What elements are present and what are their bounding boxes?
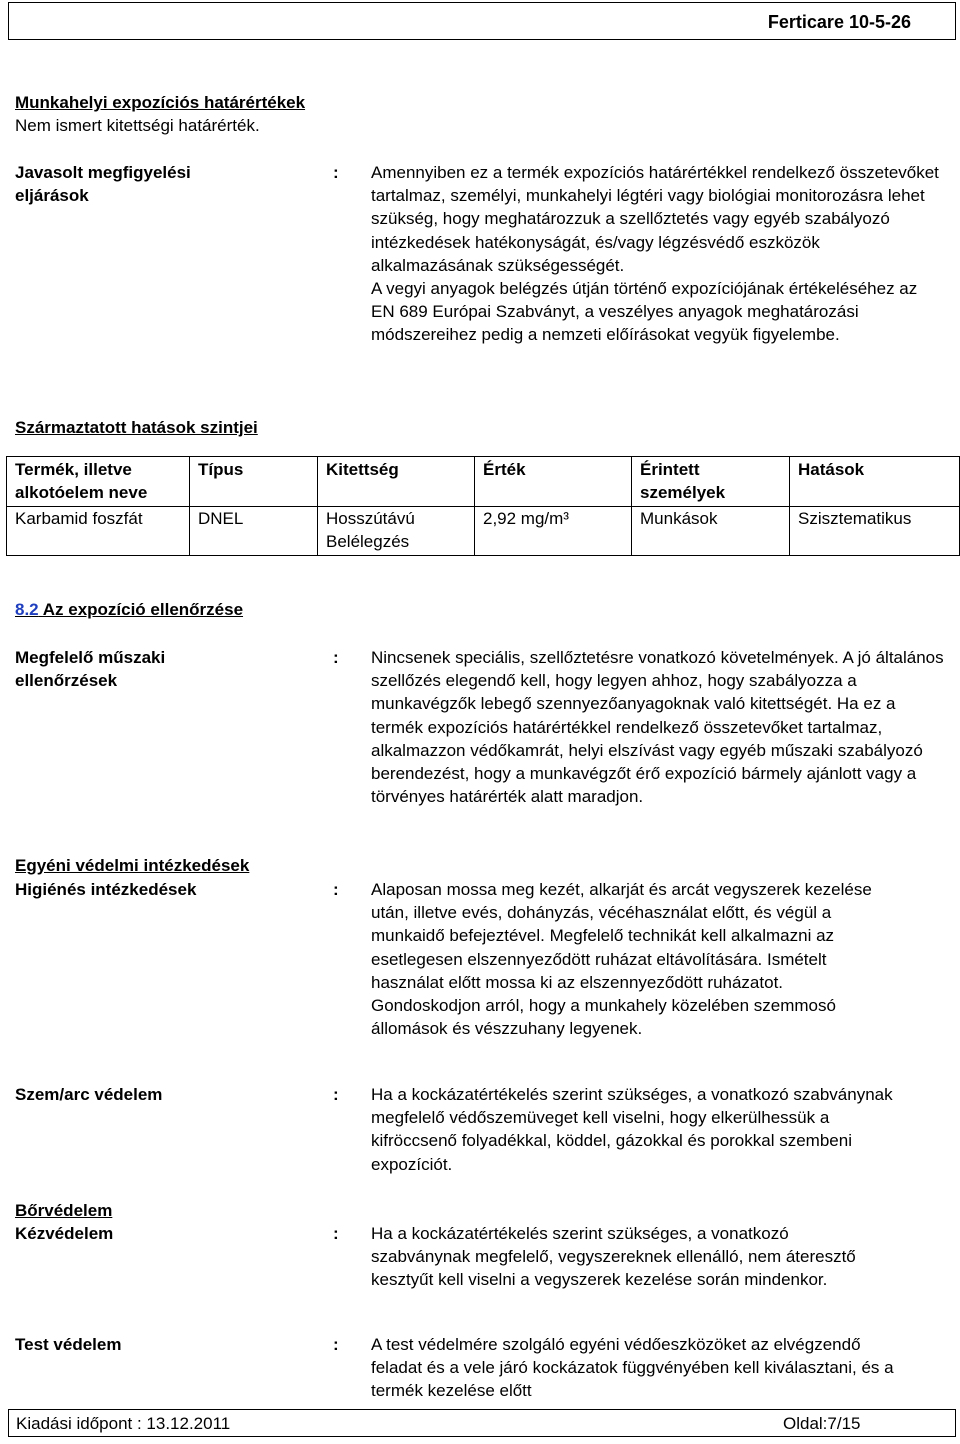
column-header-product: Termék, illetve alkotóelem neve [7, 457, 190, 507]
cell-effects: Szisztematikus [790, 507, 960, 556]
personal-protection-heading: Egyéni védelmi intézkedések [15, 856, 250, 875]
exposure-limits-text: Nem ismert kitettségi határérték. [15, 116, 260, 135]
monitoring-label-line2: eljárások [15, 186, 89, 206]
hand-protection-label: Kézvédelem [15, 1224, 114, 1243]
eye-protection-text: Ha a kockázatértékelés szerint szükséges, a vonatkozó szabványnak megfelelő védőszemüveget kell viselni, hogy elkerülhessük a kifröccsenő folyadékkal, köddel, gázokkal és porokkal szembeni expozíciót. [371, 1085, 893, 1174]
eye-protection-label: Szem/arc védelem [15, 1085, 163, 1104]
engineering-colon: : [333, 648, 339, 667]
hygiene-label: Higiénés intézkedések [15, 880, 197, 899]
page-footer [8, 1409, 956, 1437]
section-8-2-heading [15, 598, 243, 621]
engineering-label [15, 646, 165, 692]
hand-protection-colon: : [333, 1224, 339, 1243]
engineering-label-line1: Megfelelő műszaki [15, 648, 166, 667]
hygiene-text: Alaposan mossa meg kezét, alkarját és arcát vegyszerek kezelése után, illetve evés, dohányzás, vécéhasználat előtt, és végül a munkaidő befejeztével. Megfelelő technikát kell alkalmazni az esetlegesen elszennyeződött ruházat eltávolítására. Ismételt használat előtt mossa ki az elszennyeződött ruházatot. Gondoskodjon arról, hogy a munkahely közelében szemmosó állomások és vészzuhany legyenek. [371, 880, 872, 1039]
dnel-table-header-row [7, 457, 960, 507]
cell-exposure: Hosszútávú Belélegzés [318, 507, 475, 556]
column-header-value: Érték [475, 457, 632, 507]
table-row [7, 507, 960, 556]
column-header-effects: Hatások [790, 457, 960, 507]
document-title: Ferticare 10-5-26 [767, 12, 911, 32]
hand-protection-text: Ha a kockázatértékelés szerint szükséges, a vonatkozó szabványnak megfelelő, vegyszereknek ellenálló, nem áteresztő kesztyűt kell viselni a vegyszerek kezelése során mindenkor. [371, 1224, 856, 1290]
monitoring-colon: : [333, 163, 339, 182]
body-protection-colon: : [333, 1335, 339, 1354]
monitoring-value [371, 161, 943, 347]
page-number: Oldal:7/15 [783, 1414, 861, 1433]
engineering-text: Nincsenek speciális, szellőztetésre vonatkozó követelmények. A jó általános szellőzés elegendő kell, hogy legyen ahhoz, hogy szabályozza a munkavégzők lebegő szennyezőanyagoknak való kitettségét. Ha ez a termék expozíciós határértékkel rendelkező összetevőket tartalmaz, alkalmazzon védőkamrát, helyi elszívást vagy egyéb műszaki szabályozó berendezést, hogy a munkavégzőt érő expozíció bármely ajánlott vagy a törvényes határérték alatt maradjon. [371, 648, 944, 807]
column-header-exposure: Kitettség [318, 457, 475, 507]
cell-affected: Munkások [632, 507, 790, 556]
cell-value: 2,92 mg/m³ [475, 507, 632, 556]
section-number: 8.2 [15, 600, 39, 619]
dnel-table [6, 456, 960, 556]
eye-protection-colon: : [333, 1085, 339, 1104]
page-header [8, 2, 956, 40]
body-protection-label: Test védelem [15, 1335, 122, 1354]
exposure-limits-heading: Munkahelyi expozíciós határértékek [15, 93, 306, 112]
column-header-type: Típus [190, 457, 318, 507]
section-title: Az expozíció ellenőrzése [38, 600, 244, 619]
cell-product: Karbamid foszfát [7, 507, 190, 556]
engineering-label-line2: ellenőrzések [15, 671, 118, 691]
derived-effects-heading: Származtatott hatások szintjei [15, 418, 258, 437]
body-protection-text: A test védelmére szolgáló egyéni védőeszközöket az elvégzendő feladat és a vele járó kockázatok függvényében kell kiválasztani, és a termék kezelése előtt [371, 1335, 894, 1401]
monitoring-paragraph-2: A vegyi anyagok belégzés útján történő expozíciójának értékeléséhez az EN 689 Európai Szabványt, a veszélyes anyagok meghatározási módszereihez pedig a nemzeti előírásokat vegyük figyelembe. [371, 279, 918, 345]
issue-date: Kiadási időpont : 13.12.2011 [16, 1414, 231, 1433]
column-header-affected: Érintett személyek [632, 457, 790, 507]
monitoring-paragraph-1: Amennyiben ez a termék expozíciós határértékkel rendelkező összetevőket tartalmaz, személyi, munkahelyi légtéri vagy biológiai monitorozásra lehet szükség, hogy meghatározzuk a szellőztetés vagy egyéb szabályozó intézkedések hatékonyságát, és/vagy légzésvédő eszközök alkalmazásának szükségességét. [371, 163, 939, 275]
cell-type: DNEL [190, 507, 318, 556]
monitoring-label [15, 161, 191, 207]
monitoring-label-line1: Javasolt megfigyelési [15, 163, 191, 182]
hygiene-colon: : [333, 880, 339, 899]
skin-protection-heading: Bőrvédelem [15, 1201, 113, 1220]
